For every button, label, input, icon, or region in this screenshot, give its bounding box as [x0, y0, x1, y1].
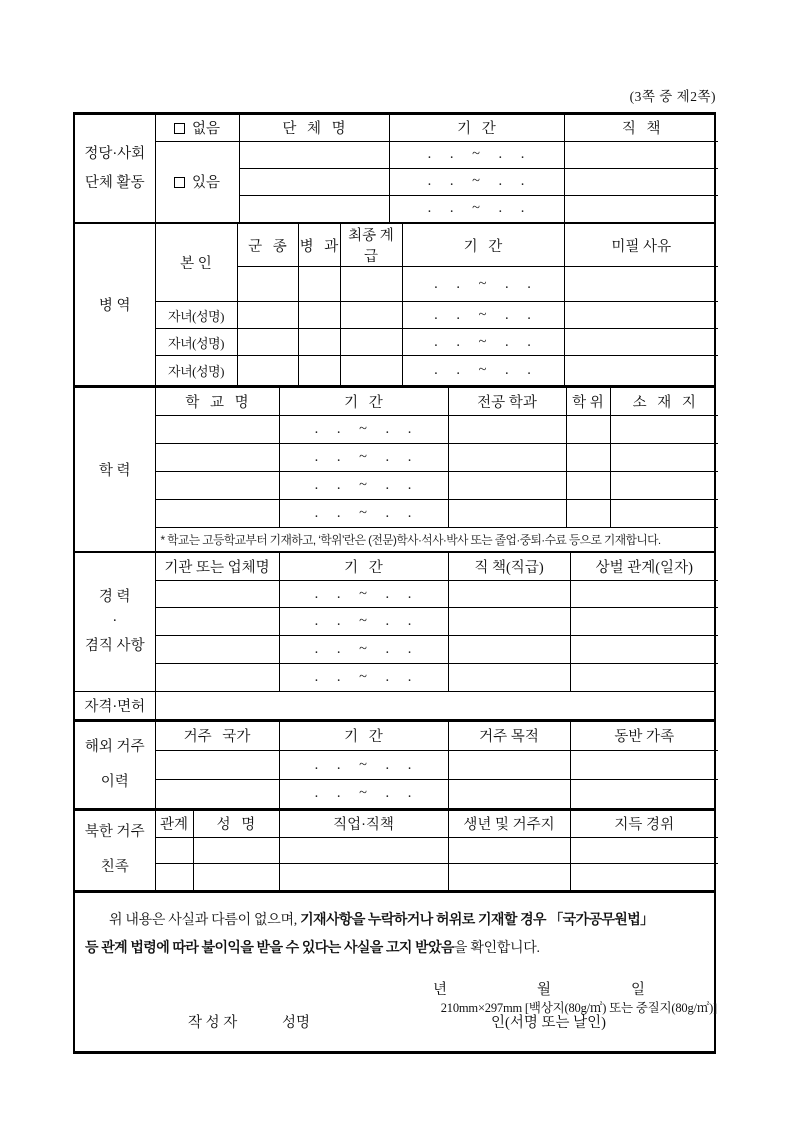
- nk-label-line1: 북한 거주: [84, 824, 145, 841]
- col-header-major: 전공 학과: [448, 388, 566, 416]
- org-name-field: [239, 195, 389, 222]
- position-field: [564, 168, 718, 195]
- section-party-activity: [75, 115, 714, 222]
- rank-field: [340, 302, 402, 329]
- writer-name-label: 성명: [282, 1014, 311, 1031]
- period-field: . . ~ . .: [279, 636, 448, 664]
- location-field: [610, 472, 718, 500]
- col-header-country: 거주 국가: [155, 722, 279, 751]
- reason-field: [564, 356, 718, 385]
- section-military: [75, 222, 714, 385]
- col-header-corps: 병 과: [298, 224, 340, 267]
- period-field: . . ~ . .: [279, 472, 448, 500]
- rank-field: [340, 267, 402, 302]
- col-header-final-rank: 최종 계급: [340, 224, 402, 267]
- country-field: [155, 780, 279, 808]
- period-field: . . ~ . .: [402, 302, 564, 329]
- military-child-label: 자녀(성명): [155, 302, 237, 329]
- col-header-period: 기 간: [279, 722, 448, 751]
- date-month-label: 월: [537, 981, 552, 998]
- reason-field: [564, 329, 718, 356]
- period-field: . . ~ . .: [279, 664, 448, 691]
- checkbox-yes-icon[interactable]: [174, 177, 185, 188]
- col-header-degree: 학 위: [566, 388, 610, 416]
- period-field: . . ~ . .: [279, 416, 448, 444]
- source-field: [570, 864, 718, 890]
- declaration-text-bold: 기재사항을 누락하거나 허위로 기재할 경우 「국가공무원법」: [300, 910, 654, 927]
- military-table: [75, 224, 718, 385]
- nk-section-label: [75, 811, 155, 890]
- branch-field: [237, 329, 298, 356]
- education-section-label: 학 력: [75, 388, 155, 551]
- reward-field: [570, 636, 718, 664]
- rank-field: [340, 329, 402, 356]
- family-field: [570, 751, 718, 780]
- reward-field: [570, 608, 718, 636]
- date-day-label: 일: [631, 981, 646, 998]
- overseas-label-line2: 이력: [100, 773, 129, 790]
- reason-field: [564, 267, 718, 302]
- period-field: . . ~ . .: [279, 608, 448, 636]
- period-field: . . ~ . .: [279, 581, 448, 608]
- col-header-period: 기 간: [402, 224, 564, 267]
- section-license: [75, 691, 714, 719]
- col-header-position: 직 책: [564, 115, 718, 141]
- col-header-birth-residence: 생년 및 거주지: [448, 811, 570, 838]
- period-field: . . ~ . .: [389, 168, 564, 195]
- period-field: . . ~ . .: [279, 500, 448, 528]
- period-field: . . ~ . .: [279, 780, 448, 808]
- checkbox-none-label: 없음: [191, 121, 220, 138]
- source-field: [570, 838, 718, 864]
- period-field: . . ~ . .: [279, 751, 448, 780]
- org-field: [155, 664, 279, 691]
- career-label-line3: 겸직 사항: [84, 637, 145, 654]
- major-field: [448, 416, 566, 444]
- declaration-text-regular: 을 확인합니다.: [453, 940, 540, 956]
- declaration-text-regular: 위 내용은 사실과 다름이 없으며,: [109, 912, 301, 928]
- party-activity-table: [75, 115, 718, 222]
- period-field: . . ~ . .: [402, 356, 564, 385]
- purpose-field: [448, 780, 570, 808]
- location-field: [610, 416, 718, 444]
- declaration-line1: [85, 906, 706, 934]
- military-self-label: 본 인: [155, 224, 237, 302]
- party-label-line1: 정당·사회: [84, 145, 146, 162]
- period-field: . . ~ . .: [402, 267, 564, 302]
- occupation-field: [279, 864, 448, 890]
- license-section-label: 자격·면허: [75, 692, 155, 719]
- period-field: . . ~ . .: [279, 444, 448, 472]
- col-header-occupation: 직업·직책: [279, 811, 448, 838]
- degree-field: [566, 472, 610, 500]
- period-field: . . ~ . .: [402, 329, 564, 356]
- checkbox-yes-label: 있음: [191, 175, 220, 192]
- section-career: [75, 551, 714, 691]
- degree-field: [566, 416, 610, 444]
- nk-label-line2: 친족: [100, 859, 129, 875]
- seal-label: 인(서명 또는 날인): [491, 1014, 606, 1031]
- career-label-line1: 경 력: [98, 588, 131, 605]
- form-table: [73, 112, 716, 1054]
- overseas-label-line1: 해외 거주: [84, 738, 145, 755]
- position-field: [448, 636, 570, 664]
- military-section-label: 병 역: [75, 224, 155, 385]
- period-field: . . ~ . .: [389, 141, 564, 168]
- relation-field: [155, 838, 193, 864]
- period-field: . . ~ . .: [389, 195, 564, 222]
- position-field: [448, 581, 570, 608]
- position-field: [564, 141, 718, 168]
- school-field: [155, 500, 279, 528]
- career-table: [75, 553, 718, 691]
- nk-relatives-table: [75, 811, 718, 890]
- degree-field: [566, 444, 610, 472]
- military-child-label: 자녀(성명): [155, 356, 237, 385]
- section-overseas: [75, 719, 714, 808]
- party-section-label: [75, 115, 155, 222]
- reward-field: [570, 581, 718, 608]
- checkbox-none-icon[interactable]: [174, 123, 185, 134]
- col-header-name: 성 명: [193, 811, 279, 838]
- col-header-purpose: 거주 목적: [448, 722, 570, 751]
- declaration-line2: [85, 934, 706, 962]
- col-header-branch: 군 종: [237, 224, 298, 267]
- col-header-unfulfilled-reason: 미필 사유: [564, 224, 718, 267]
- corps-field: [298, 302, 340, 329]
- country-field: [155, 751, 279, 780]
- col-header-location: 소 재 지: [610, 388, 718, 416]
- reason-field: [564, 302, 718, 329]
- org-name-field: [239, 141, 389, 168]
- birth-residence-field: [448, 838, 570, 864]
- military-child-label: 자녀(성명): [155, 329, 237, 356]
- checkbox-none-cell: [155, 115, 239, 141]
- rank-field: [340, 356, 402, 385]
- position-field: [448, 664, 570, 691]
- branch-field: [237, 267, 298, 302]
- school-field: [155, 444, 279, 472]
- org-field: [155, 608, 279, 636]
- relation-field: [155, 864, 193, 890]
- declaration-text-bold: 등 관계 법령에 따라 불이익을 받을 수 있다는 사실을 고지 받았음: [85, 938, 454, 955]
- section-nk-relatives: [75, 808, 714, 890]
- degree-field: [566, 500, 610, 528]
- family-field: [570, 780, 718, 808]
- purpose-field: [448, 751, 570, 780]
- branch-field: [237, 356, 298, 385]
- org-field: [155, 581, 279, 608]
- corps-field: [298, 356, 340, 385]
- corps-field: [298, 267, 340, 302]
- overseas-table: [75, 722, 718, 808]
- education-table: [75, 388, 718, 551]
- birth-residence-field: [448, 864, 570, 890]
- writer-label: 작 성 자: [188, 1014, 238, 1031]
- occupation-field: [279, 838, 448, 864]
- name-field: [193, 864, 279, 890]
- col-header-org-name: 단 체 명: [239, 115, 389, 141]
- org-name-field: [239, 168, 389, 195]
- major-field: [448, 444, 566, 472]
- branch-field: [237, 302, 298, 329]
- position-field: [448, 608, 570, 636]
- date-year-label: 년: [433, 981, 448, 998]
- col-header-position: 직 책(직급): [448, 553, 570, 581]
- org-field: [155, 636, 279, 664]
- col-header-reward: 상벌 관계(일자): [570, 553, 718, 581]
- school-field: [155, 416, 279, 444]
- section-education: [75, 385, 714, 551]
- major-field: [448, 500, 566, 528]
- col-header-org: 기관 또는 업체명: [155, 553, 279, 581]
- location-field: [610, 444, 718, 472]
- page-indicator: (3쪽 중 제2쪽): [629, 89, 716, 104]
- reward-field: [570, 664, 718, 691]
- party-label-line2: 단체 활동: [84, 174, 145, 191]
- overseas-section-label: [75, 722, 155, 808]
- paper-spec-footer: 210mm×297mm [백상지(80g/㎡) 또는 중질지(80g/㎡)]: [440, 1001, 717, 1015]
- col-header-school: 학 교 명: [155, 388, 279, 416]
- col-header-family: 동반 가족: [570, 722, 718, 751]
- school-field: [155, 472, 279, 500]
- checkbox-yes-cell: [155, 141, 239, 222]
- career-section-label: [75, 553, 155, 691]
- career-label-line2: ·: [112, 613, 118, 630]
- col-header-period: 기 간: [389, 115, 564, 141]
- corps-field: [298, 329, 340, 356]
- license-field: [155, 692, 718, 719]
- col-header-period: 기 간: [279, 388, 448, 416]
- col-header-period: 기 간: [279, 553, 448, 581]
- col-header-source: 지득 경위: [570, 811, 718, 838]
- education-note: * 학교는 고등학교부터 기재하고, ‘학위’란은 (전문)학사·석사·박사 또는 졸업·중퇴·수료 등으로 기재합니다.: [155, 528, 718, 551]
- name-field: [193, 838, 279, 864]
- license-table: [75, 692, 718, 719]
- location-field: [610, 500, 718, 528]
- col-header-relation: 관계: [155, 811, 193, 838]
- major-field: [448, 472, 566, 500]
- position-field: [564, 195, 718, 222]
